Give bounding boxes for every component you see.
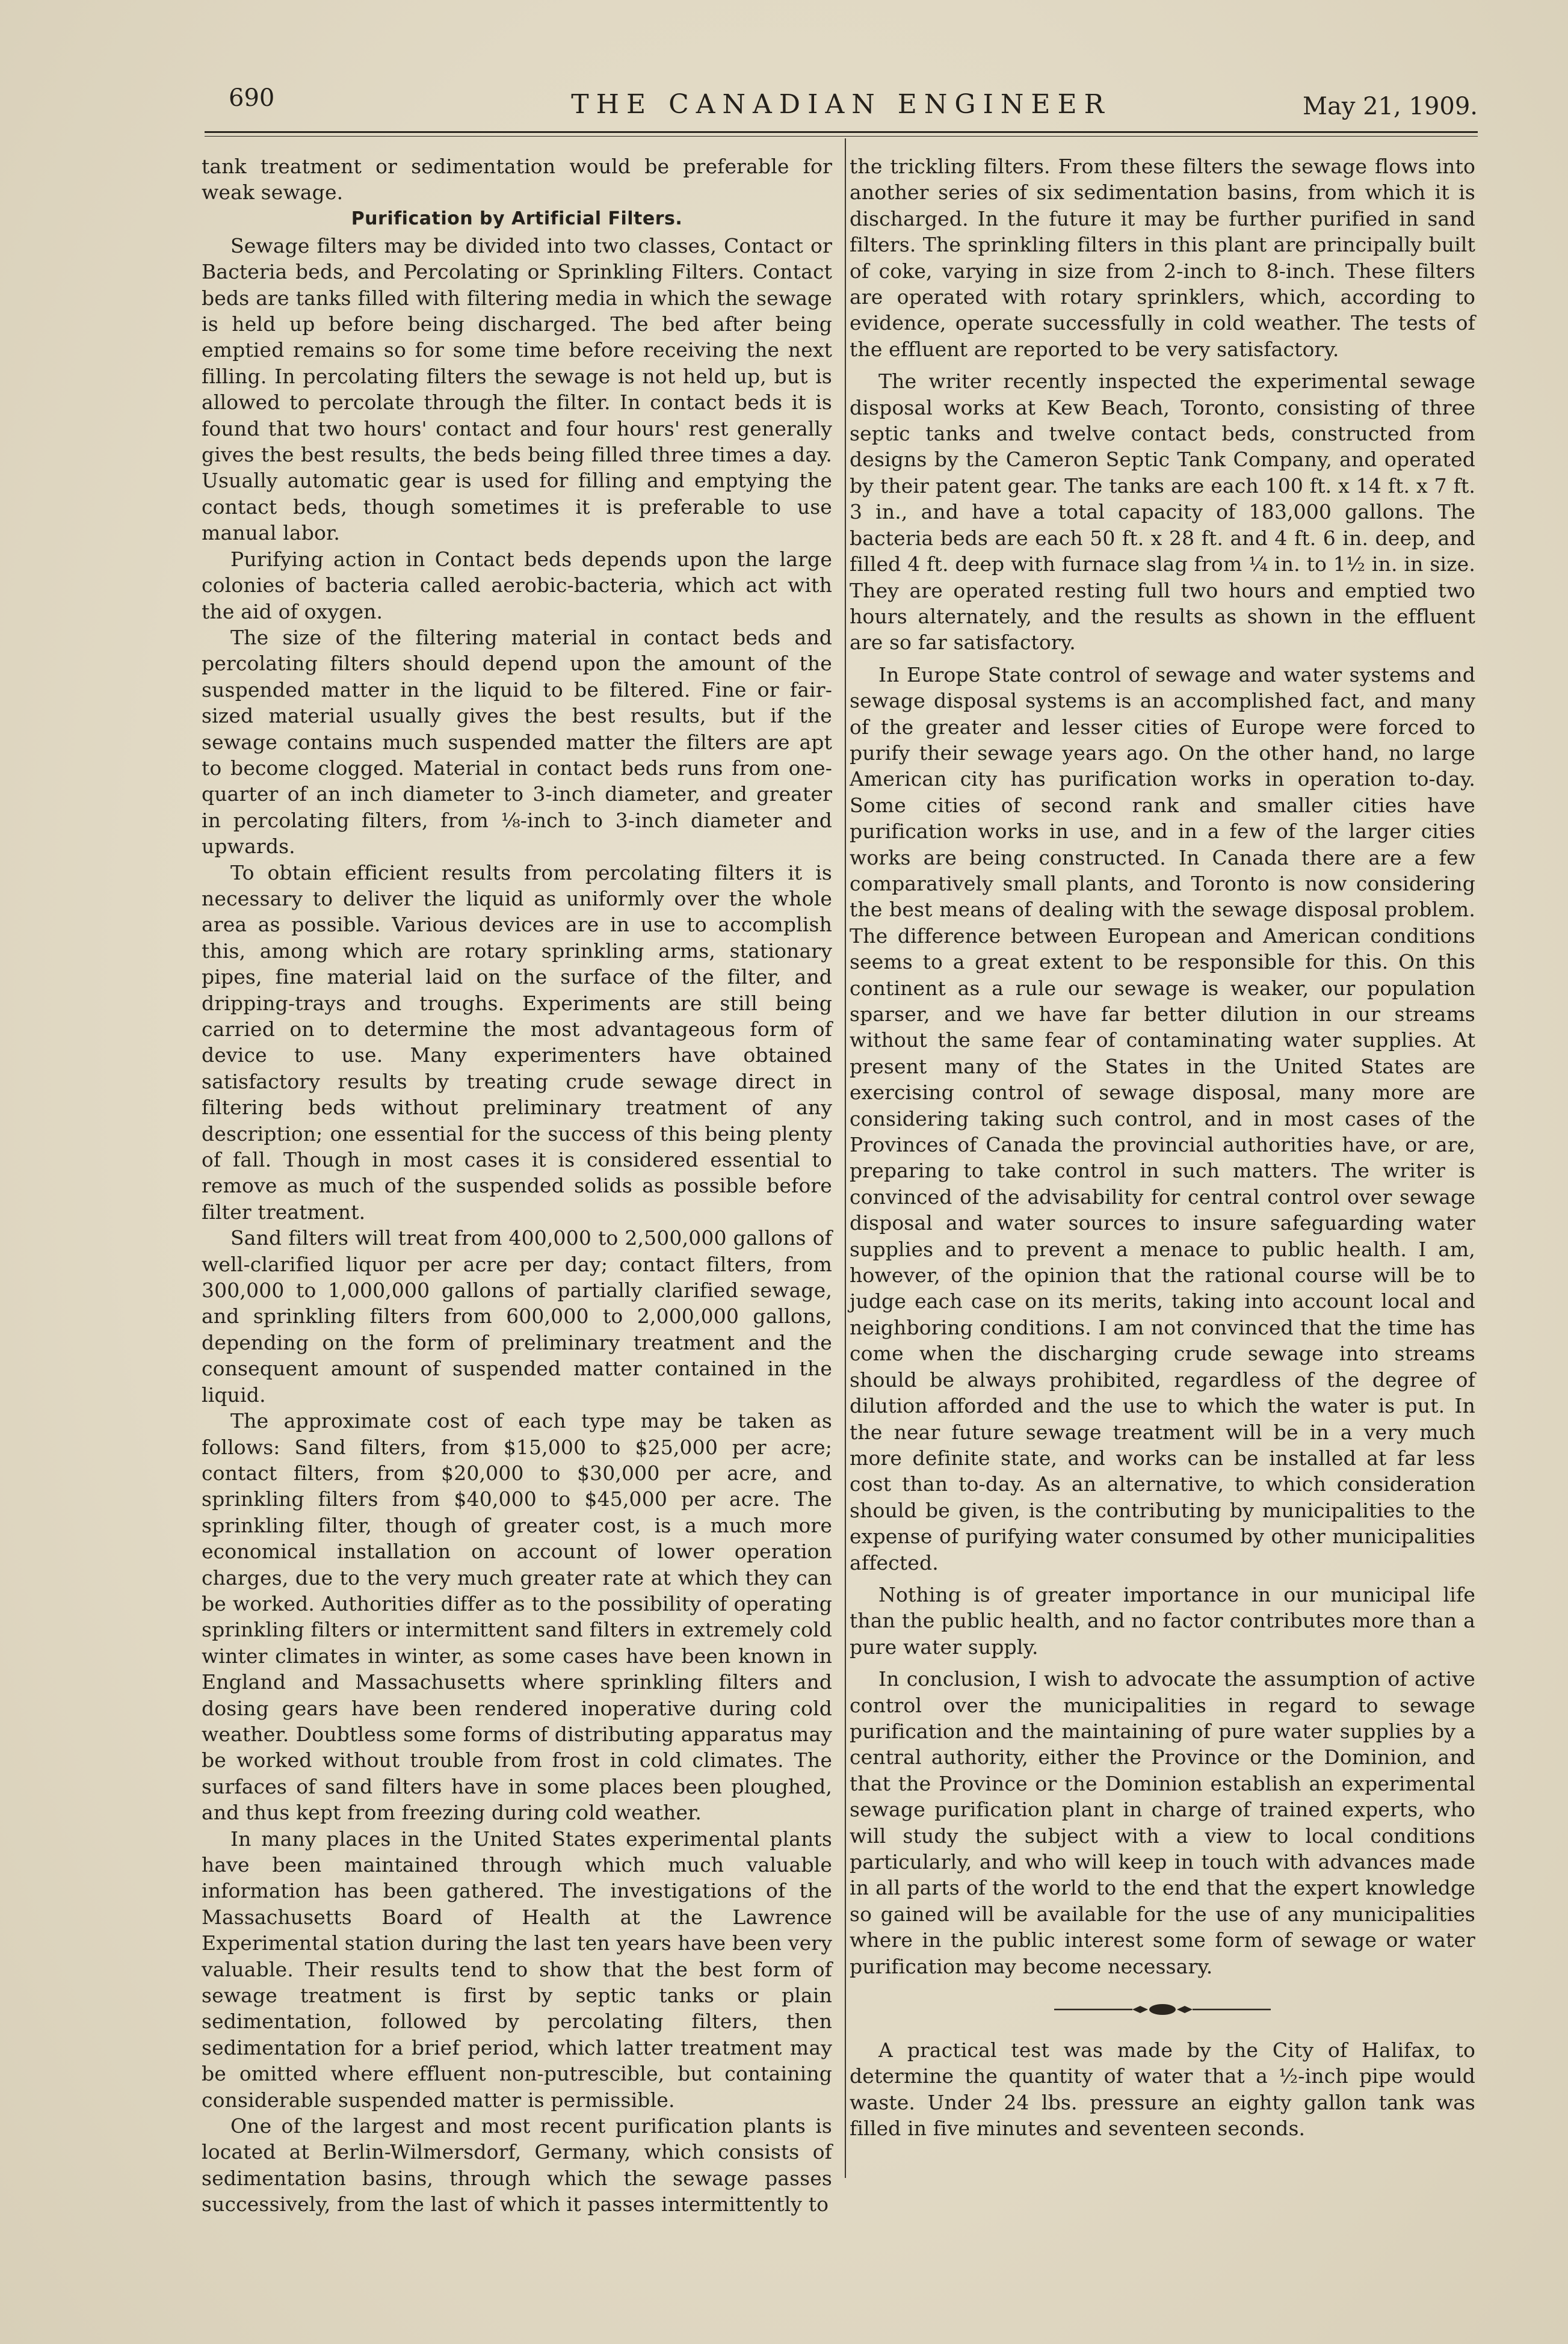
paragraph: Purifying action in Contact beds depends upon the large colonies of bacteria called aerobic-bacteria, which act with the aid of oxygen. — [202, 547, 832, 623]
section-ornament — [850, 1997, 1475, 2022]
left-column — [202, 153, 832, 2218]
paragraph: To obtain efficient results from percolating filters it is necessary to deliver the liquid as uniformly over the whole area as possible. Various devices are in use to accomplish this, among which are rotary sprinkling arms, stationary pipes, fine material laid on the surface of the filter, and dripping-trays and troughs. Experiments are still being carried on to determine the most advantageous form of device to use. Many experimenters have obtained satisfactory results by treating crude sewage direct in filtering beds without preliminary treatment of any description; one essential for the success of this being plenty of fall. Though in most cases it is considered essential to remove as much of the suspended solids as possible before filter treatment. — [202, 860, 832, 1224]
paragraph: The size of the filtering material in contact beds and percolating filters should depend upon the amount of the suspended matter in the liquid to be filtered. Fine or fair-sized material usually gives the best results, but if the sewage contains much suspended matter the filters are apt to become clogged. Material in contact beds runs from one-quarter of an inch diameter to 3-inch diameter, and greater in percolating filters, from ⅛-inch to 3-inch diameter and upwards. — [202, 625, 832, 859]
header-rule-thick — [205, 131, 1478, 133]
paragraph: Sand filters will treat from 400,000 to 2,500,000 gallons of well-clarified liquor per acre per day; contact filters, from 300,000 to 1,000,000 gallons of partially clarified sewage, and sprinkling filters from 600,000 to 2,000,000 gallons, depending on the form of preliminary treatment and the consequent amount of suspended matter contained in the liquid. — [202, 1226, 832, 1407]
page-number: 690 — [229, 84, 275, 112]
paragraph: tank treatment or sedimentation would be preferable for weak sewage. — [202, 155, 832, 205]
paragraph: The approximate cost of each type may be taken as follows: Sand filters, from $15,000 to $25,000 per acre; contact filters, from $20,000 to $30,000 per acre, and sprinkling filters from $40,000 to $45,000 per acre. The sprinkling filter, though of greater cost, is a much more economical installation on account of lower operation charges, due to the very much greater rate at which they can be worked. Authorities differ as to the possibility of operating sprinkling filters or intermittent sand filters in extremely cold winter climates in winter, as some cases have been known in England and Massachusetts where sprinkling filters and dosing gears have been rendered inoperative during cold weather. Doubtless some forms of distributing apparatus may be worked without trouble from frost in cold climates. The surfaces of sand filters have in some places been ploughed, and thus kept from freezing during cold weather. — [202, 1409, 832, 1825]
header-rule-thin — [205, 136, 1478, 137]
issue-date: May 21, 1909. — [1303, 93, 1478, 120]
paragraph: In Europe State control of sewage and water systems and sewage disposal systems is an accomplished fact, and many of the greater and lesser cities of Europe were forced to purify their sewage years ago. On the other hand, no large American city has purification works in operation to-day. Some cities of second rank and smaller cities have purification works in use, and in a few of the larger cities works are being constructed. In Canada there are a few comparatively small plants, and Toronto is now considering the best means of dealing with the sewage disposal problem. The difference between European and American conditions seems to a great extent to be responsible for this. On this continent as a rule our sewage is weaker, our population sparser, and we have far better dilution in our streams without the same fear of contaminating water supplies. At present many of the States in the United States are exercising control of sewage disposal, many more are considering taking such control, and in most cases of the Provinces of Canada the provincial authorities have, or are, preparing to take control in such matters. The writer is convinced of the advisability for central control over sewage disposal and water sources to insure safeguarding water supplies and to prevent a menace to public health. I am, however, of the opinion that the rational course will be to judge each case on its merits, taking into account local and neighboring conditions. I am not convinced that the time has come when the discharging crude sewage into streams should be always prohibited, regardless of the degree of dilution afforded and the use to which the water is put. In the near future sewage treatment will be in a very much more definite state, and works can be installed at far less cost than to-day. As an alternative, to which consideration should be given, is the contributing by municipalities to the expense of purifying water consumed by other municipalities affected. — [850, 662, 1475, 1574]
paragraph: In conclusion, I wish to advocate the assumption of active control over the municipalities in regard to sewage purification and the maintaining of pure water supplies by a central authority, either the Province or the Dominion, and that the Province or the Dominion establish an experimental sewage purification plant in charge of trained experts, who will study the subject with a view to local conditions particularly, and who will keep in touch with advances made in all parts of the world to the end that the expert knowledge so gained will be available for the use of any municipalities where in the public interest some form of sewage or water purification may become necessary. — [850, 1667, 1475, 1978]
paragraph: Sewage filters may be divided into two classes, Contact or Bacteria beds, and Percolating or Sprinkling Filters. Contact beds are tanks filled with filtering media in which the sewage is held up before being discharged. The bed after being emptied remains so for some time before receiving the next filling. In percolating filters the sewage is not held up, but is allowed to percolate through the filter. In contact beds it is found that two hours' contact and four hours' rest generally gives the best results, the beds being filled three times a day. Usually automatic gear is used for filling and emptying the contact beds, though sometimes it is preferable to use manual labor. — [202, 233, 832, 545]
section-heading: Purification by Artificial Filters. — [351, 208, 683, 229]
paragraph: Nothing is of greater importance in our municipal life than the public health, and no factor contributes more than a pure water supply. — [850, 1582, 1475, 1659]
news-note: A practical test was made by the City of Halifax, to determine the quantity of water that a ½-inch pipe would waste. Under 24 lbs. pressure an eighty gallon tank was filled in five minutes and seventeen seconds. — [850, 2038, 1475, 2141]
paragraph: The writer recently inspected the experimental sewage disposal works at Kew Beach, Toronto, consisting of three septic tanks and twelve contact beds, constructed from designs by the Cameron Septic Tank Company, and operated by their patent gear. The tanks are each 100 ft. x 14 ft. x 7 ft. 3 in., and have a total capacity of 183,000 gallons. The bacteria beds are each 50 ft. x 28 ft. and 4 ft. 6 in. deep, and filled 4 ft. deep with furnace slag from ¼ in. to 1½ in. in size. They are operated resting full two hours and emptied two hours alternately, and the results as shown in the effluent are so far satisfactory. — [850, 369, 1475, 655]
paragraph: One of the largest and most recent purification plants is located at Berlin-Wilmersdorf, Germany, which consists of sedimentation basins, through which the sewage passes successively, from the last of which it passes intermittently to — [202, 2114, 832, 2216]
running-header — [205, 84, 1478, 126]
column-divider — [845, 138, 846, 2178]
journal-title: THE CANADIAN ENGINEER — [571, 89, 1111, 120]
paragraph: the trickling filters. From these filters the sewage flows into another series of six sedimentation basins, from which it is discharged. In the future it may be further purified in sand filters. The sprinkling filters in this plant are principally built of coke, varying in size from 2-inch to 8-inch. These filters are operated with rotary sprinklers, which, according to evidence, operate successfully in cold weather. The tests of the effluent are reported to be very satisfactory. — [850, 155, 1475, 361]
right-column — [850, 153, 1475, 2142]
paragraph: In many places in the United States experimental plants have been maintained through which much valuable information has been gathered. The investigations of the Massachusetts Board of Health at the Lawrence Experimental station during the last ten years have been very valuable. Their results tend to show that the best form of sewage treatment is first by septic tanks or plain sedimentation, followed by percolating filters, then sedimentation for a brief period, which latter treatment may be omitted where effluent non-putrescible, but containing considerable suspended matter is permissible. — [202, 1827, 832, 2112]
